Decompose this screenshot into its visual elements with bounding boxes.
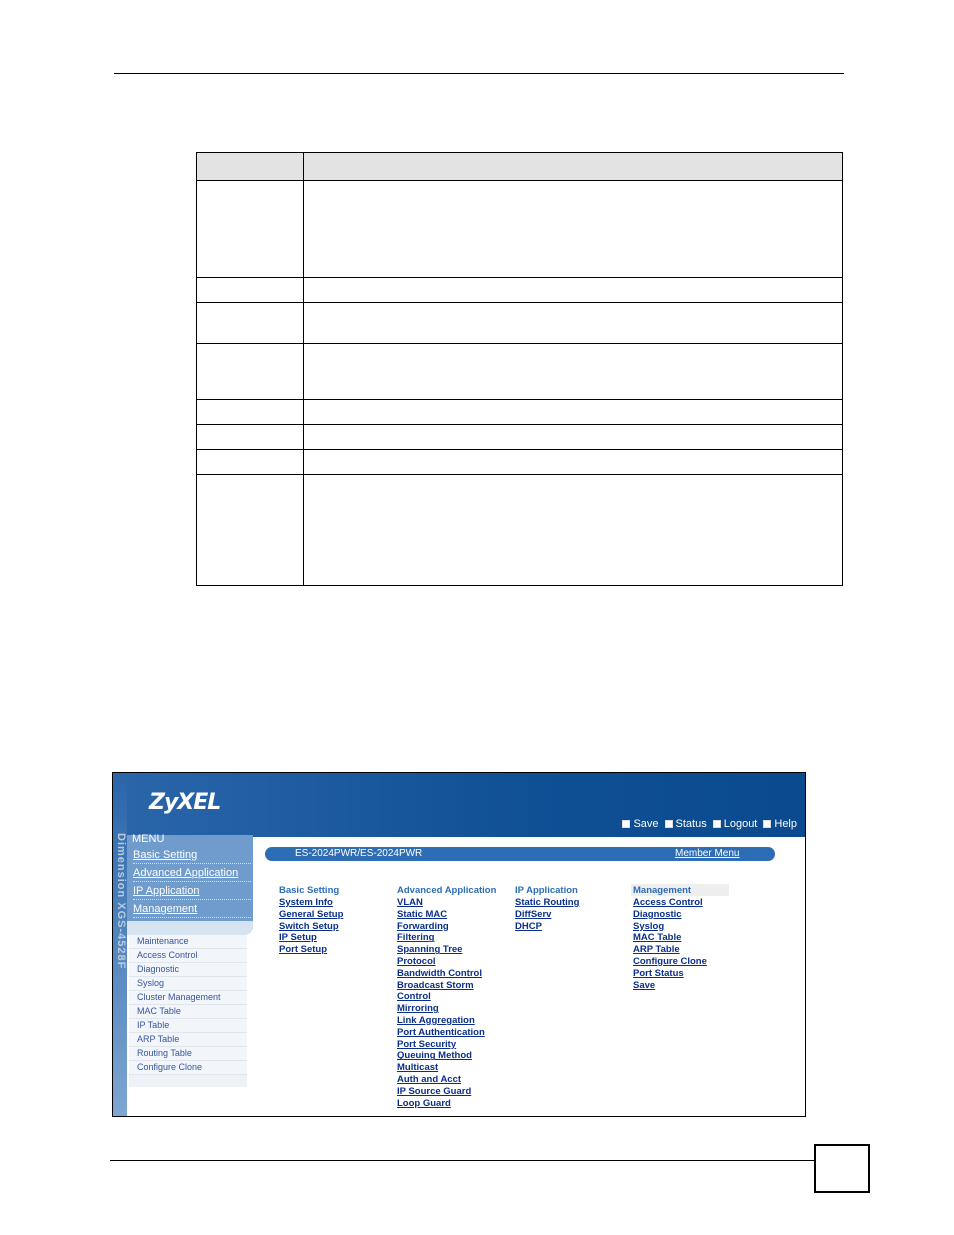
link-port-authentication[interactable]: Port Authentication <box>397 1026 485 1038</box>
link-system-info[interactable]: System Info <box>279 897 333 908</box>
basic-setting-column <box>279 885 343 956</box>
table-row <box>197 450 843 475</box>
member-menu-link[interactable]: Member Menu <box>675 848 740 859</box>
link-configure-clone[interactable]: Configure Clone <box>633 955 707 967</box>
link-mac-table[interactable]: MAC Table <box>633 932 682 944</box>
logout-icon <box>713 820 721 828</box>
column-heading: IP Application <box>515 885 578 896</box>
submenu-item-cluster-management[interactable]: Cluster Management <box>129 991 247 1005</box>
link-forwarding[interactable]: Forwarding <box>397 920 449 932</box>
link-multicast[interactable]: Multicast <box>397 1062 439 1074</box>
header-rule <box>114 73 844 74</box>
link-port-status[interactable]: Port Status <box>633 967 684 979</box>
help-icon <box>763 820 771 828</box>
link-syslog[interactable]: Syslog <box>633 920 665 932</box>
menu-item-ip-application[interactable]: IP Application <box>133 883 251 900</box>
submenu-item-access-control[interactable]: Access Control <box>129 949 247 963</box>
link-general-setup[interactable]: General Setup <box>279 908 344 920</box>
table-row <box>197 344 843 400</box>
column-heading: Advanced Application <box>397 885 497 896</box>
top-nav <box>622 818 797 830</box>
table-row <box>197 303 843 344</box>
link-dhcp[interactable]: DHCP <box>515 920 542 932</box>
link-port-security[interactable]: Port Security <box>397 1038 457 1050</box>
main-menu <box>127 835 253 929</box>
status-link[interactable]: Status <box>665 818 707 830</box>
link-spanning-tree[interactable]: Spanning Tree <box>397 944 463 956</box>
submenu-item-arp-table[interactable]: ARP Table <box>129 1033 247 1047</box>
footer-rule <box>110 1160 816 1161</box>
link-link-aggregation[interactable]: Link Aggregation <box>397 1014 475 1026</box>
page-titlebar <box>265 847 775 861</box>
link-control[interactable]: Control <box>397 991 431 1003</box>
menu-item-advanced-application[interactable]: Advanced Application <box>133 865 251 882</box>
link-queuing-method[interactable]: Queuing Method <box>397 1050 472 1062</box>
submenu-item-configure-clone[interactable]: Configure Clone <box>129 1061 247 1075</box>
link-ip-source-guard[interactable]: IP Source Guard <box>397 1085 472 1097</box>
link-loop-guard[interactable]: Loop Guard <box>397 1097 451 1109</box>
link-switch-setup[interactable]: Switch Setup <box>279 920 339 932</box>
help-link[interactable]: Help <box>763 818 797 830</box>
logout-link[interactable]: Logout <box>713 818 758 830</box>
table-row <box>197 400 843 425</box>
column-heading: Basic Setting <box>279 885 340 896</box>
menu-item-management[interactable]: Management <box>133 901 251 918</box>
link-static-mac[interactable]: Static MAC <box>397 908 448 920</box>
side-brand: Dimension XGS-4528F <box>115 833 127 970</box>
management-submenu <box>129 935 247 1087</box>
table-row <box>197 475 843 586</box>
ip-application-column <box>515 885 579 932</box>
web-configurator-screenshot <box>112 772 806 1117</box>
submenu-item-syslog[interactable]: Syslog <box>129 977 247 991</box>
link-auth-and-acct[interactable]: Auth and Acct <box>397 1073 462 1085</box>
table-row <box>197 425 843 450</box>
table-row <box>197 181 843 278</box>
zyxel-logo: ZyXEL <box>149 790 221 815</box>
link-bandwidth-control[interactable]: Bandwidth Control <box>397 967 482 979</box>
link-mirroring[interactable]: Mirroring <box>397 1003 439 1015</box>
column-heading: Management <box>633 885 692 896</box>
link-save[interactable]: Save <box>633 979 656 991</box>
link-arp-table[interactable]: ARP Table <box>633 944 680 956</box>
advanced-application-column <box>397 885 496 1109</box>
page-number-box <box>814 1144 870 1193</box>
description-table <box>196 152 843 586</box>
table-header-row <box>197 153 843 181</box>
link-protocol[interactable]: Protocol <box>397 955 436 967</box>
status-icon <box>665 820 673 828</box>
table-row <box>197 278 843 303</box>
link-port-setup[interactable]: Port Setup <box>279 944 328 956</box>
submenu-footer <box>129 1075 247 1087</box>
device-title: ES-2024PWR/ES-2024PWR <box>295 848 423 859</box>
link-filtering[interactable]: Filtering <box>397 932 435 944</box>
save-icon <box>622 820 630 828</box>
menu-footer <box>127 921 253 935</box>
menu-title: MENU <box>132 833 165 845</box>
link-diffserv[interactable]: DiffServ <box>515 908 552 920</box>
submenu-item-mac-table[interactable]: MAC Table <box>129 1005 247 1019</box>
link-vlan[interactable]: VLAN <box>397 897 423 908</box>
submenu-item-diagnostic[interactable]: Diagnostic <box>129 963 247 977</box>
link-broadcast-storm[interactable]: Broadcast Storm <box>397 979 474 991</box>
management-column <box>633 885 707 991</box>
link-ip-setup[interactable]: IP Setup <box>279 932 317 944</box>
link-access-control[interactable]: Access Control <box>633 897 703 908</box>
link-diagnostic[interactable]: Diagnostic <box>633 908 682 920</box>
save-link[interactable]: Save <box>622 818 658 830</box>
submenu-item-maintenance[interactable]: Maintenance <box>129 935 247 949</box>
submenu-item-ip-table[interactable]: IP Table <box>129 1019 247 1033</box>
link-static-routing[interactable]: Static Routing <box>515 897 580 908</box>
menu-item-basic-setting[interactable]: Basic Setting <box>133 847 251 864</box>
submenu-item-routing-table[interactable]: Routing Table <box>129 1047 247 1061</box>
